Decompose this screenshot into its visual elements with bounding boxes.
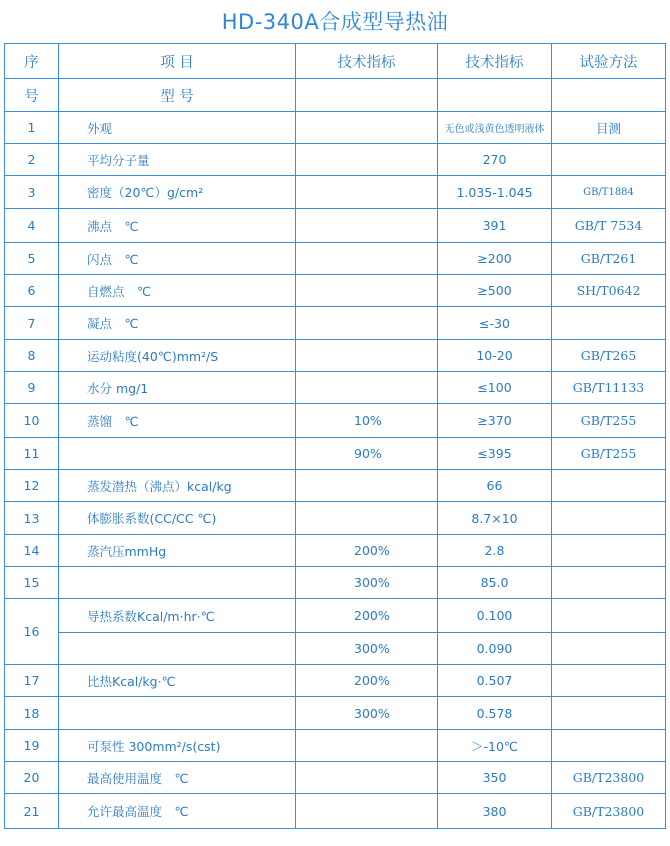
row-value: 350 (438, 762, 552, 794)
row-method: 目测 (552, 112, 666, 144)
table-row (5, 340, 666, 372)
row-method (552, 470, 666, 502)
row-item: 体膨胀系数(CC/CC ℃) (59, 502, 296, 535)
table-row (5, 372, 666, 404)
row-method (552, 307, 666, 340)
header-row-2 (5, 79, 666, 112)
row-method (552, 144, 666, 176)
header-spec-1: 技术指标 (296, 44, 438, 79)
row-value: 85.0 (438, 567, 552, 599)
row-item: 平均分子量 (59, 144, 296, 176)
row-number: 10 (5, 404, 59, 438)
row-condition: 200% (296, 535, 438, 567)
table-row (5, 794, 666, 829)
row-condition: 90% (296, 438, 438, 470)
row-item: 蒸汽压mmHg (59, 535, 296, 567)
row-condition (296, 470, 438, 502)
row-condition (296, 762, 438, 794)
row-number: 1 (5, 112, 59, 144)
row-value: 1.035-1.045 (438, 176, 552, 209)
table-row (5, 243, 666, 275)
row-condition (296, 307, 438, 340)
row-number: 4 (5, 209, 59, 243)
table-row (5, 599, 666, 633)
row-value: ≤395 (438, 438, 552, 470)
row-value: ≥500 (438, 275, 552, 307)
row-method (552, 599, 666, 633)
row-method (552, 502, 666, 535)
row-item: 最高使用温度 ℃ (59, 762, 296, 794)
table-row (5, 730, 666, 762)
row-item: 沸点 ℃ (59, 209, 296, 243)
table-row (5, 633, 666, 665)
row-item: 凝点 ℃ (59, 307, 296, 340)
row-method (552, 567, 666, 599)
row-method: GB/T23800 (552, 762, 666, 794)
row-number: 7 (5, 307, 59, 340)
row-item (59, 567, 296, 599)
row-condition (296, 502, 438, 535)
header-model: 型 号 (59, 79, 296, 112)
row-number: 17 (5, 665, 59, 697)
table-row (5, 307, 666, 340)
table-row (5, 535, 666, 567)
row-value: 0.507 (438, 665, 552, 697)
row-condition: 300% (296, 567, 438, 599)
row-number: 2 (5, 144, 59, 176)
row-value: ＞-10℃ (438, 730, 552, 762)
row-number: 12 (5, 470, 59, 502)
row-condition (296, 372, 438, 404)
row-item: 比热Kcal/kg·℃ (59, 665, 296, 697)
row-value: ≥370 (438, 404, 552, 438)
header-method: 试验方法 (552, 44, 666, 79)
row-item (59, 697, 296, 730)
table-row (5, 665, 666, 697)
header-spec-2: 技术指标 (438, 44, 552, 79)
row-number: 15 (5, 567, 59, 599)
row-value: ≤100 (438, 372, 552, 404)
page-title: HD-340A合成型导热油 (221, 10, 449, 34)
table-row (5, 438, 666, 470)
table-row (5, 404, 666, 438)
row-value: 8.7×10 (438, 502, 552, 535)
row-value: 270 (438, 144, 552, 176)
row-item (59, 633, 296, 665)
table-row (5, 112, 666, 144)
row-condition (296, 176, 438, 209)
table-row (5, 697, 666, 730)
row-number: 16 (5, 599, 59, 665)
row-number: 18 (5, 697, 59, 730)
row-condition (296, 730, 438, 762)
row-method (552, 665, 666, 697)
row-item: 蒸发潜热（沸点）kcal/kg (59, 470, 296, 502)
row-method: GB/T1884 (552, 176, 666, 209)
row-condition (296, 275, 438, 307)
row-method: GB/T261 (552, 243, 666, 275)
table-row (5, 762, 666, 794)
row-condition (296, 794, 438, 829)
row-value: 0.090 (438, 633, 552, 665)
row-method (552, 633, 666, 665)
header-no-top: 序 (5, 44, 59, 79)
row-number: 14 (5, 535, 59, 567)
row-condition (296, 243, 438, 275)
row-condition: 300% (296, 633, 438, 665)
table-row (5, 144, 666, 176)
row-value: 无色或浅黄色透明液体 (438, 112, 552, 144)
row-number: 3 (5, 176, 59, 209)
row-number: 8 (5, 340, 59, 372)
row-condition (296, 112, 438, 144)
row-value: 391 (438, 209, 552, 243)
row-condition: 300% (296, 697, 438, 730)
row-value: 10-20 (438, 340, 552, 372)
table-row (5, 209, 666, 243)
row-item: 自燃点 ℃ (59, 275, 296, 307)
row-number: 11 (5, 438, 59, 470)
row-item: 运动粘度(40℃)mm²/S (59, 340, 296, 372)
row-item: 水分 mg/1 (59, 372, 296, 404)
header-item: 项 目 (59, 44, 296, 79)
row-value: 2.8 (438, 535, 552, 567)
row-item: 允许最高温度 ℃ (59, 794, 296, 829)
row-condition (296, 144, 438, 176)
table-row (5, 567, 666, 599)
row-method: GB/T23800 (552, 794, 666, 829)
row-item: 蒸馏 ℃ (59, 404, 296, 438)
row-method: GB/T265 (552, 340, 666, 372)
table-row (5, 275, 666, 307)
table-row (5, 176, 666, 209)
row-number: 20 (5, 762, 59, 794)
row-method: GB/T255 (552, 404, 666, 438)
row-condition (296, 209, 438, 243)
table-row (5, 470, 666, 502)
row-method: GB/T11133 (552, 372, 666, 404)
row-condition: 200% (296, 599, 438, 633)
row-condition: 10% (296, 404, 438, 438)
row-number: 19 (5, 730, 59, 762)
row-value: 66 (438, 470, 552, 502)
row-item: 闪点 ℃ (59, 243, 296, 275)
row-condition: 200% (296, 665, 438, 697)
row-method (552, 535, 666, 567)
row-method: SH/T0642 (552, 275, 666, 307)
row-number: 9 (5, 372, 59, 404)
row-value: 380 (438, 794, 552, 829)
row-item: 可泵性 300mm²/s(cst) (59, 730, 296, 762)
row-item: 外观 (59, 112, 296, 144)
spec-table (4, 43, 666, 829)
row-value: 0.578 (438, 697, 552, 730)
row-item: 密度（20℃）g/cm² (59, 176, 296, 209)
row-method (552, 730, 666, 762)
row-number: 21 (5, 794, 59, 829)
row-method: GB/T 7534 (552, 209, 666, 243)
row-item: 导热系数Kcal/m·hr·℃ (59, 599, 296, 633)
row-number: 13 (5, 502, 59, 535)
row-method (552, 697, 666, 730)
header-row (5, 44, 666, 79)
row-value: ≤-30 (438, 307, 552, 340)
row-value: 0.100 (438, 599, 552, 633)
header-no-bottom: 号 (5, 79, 59, 112)
table-row (5, 502, 666, 535)
row-value: ≥200 (438, 243, 552, 275)
row-number: 5 (5, 243, 59, 275)
row-condition (296, 340, 438, 372)
row-item (59, 438, 296, 470)
row-method: GB/T255 (552, 438, 666, 470)
row-number: 6 (5, 275, 59, 307)
